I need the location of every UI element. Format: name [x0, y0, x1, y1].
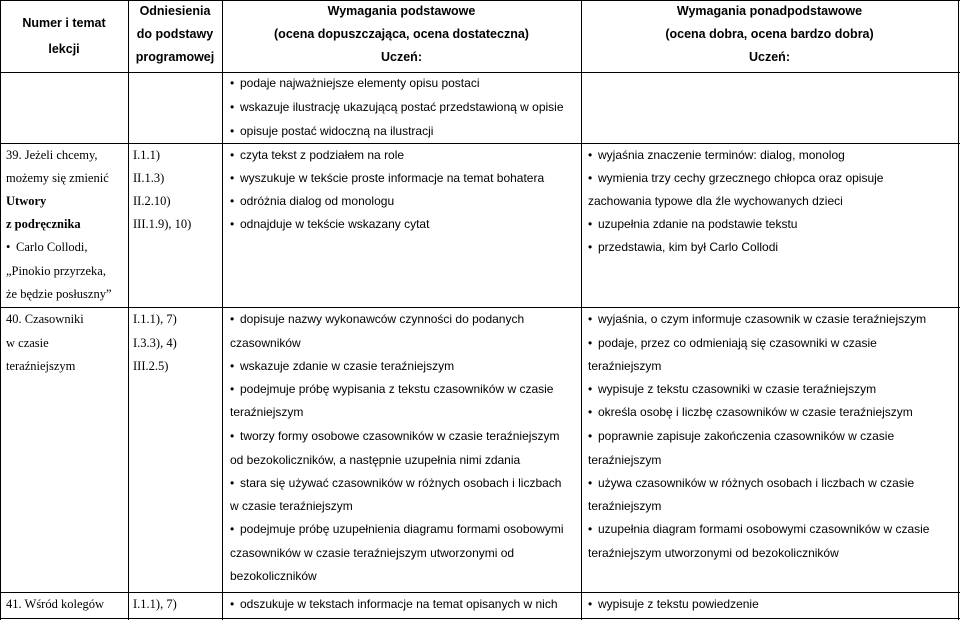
lesson-39-title: 39. Jeżeli chcemy,: [6, 148, 98, 162]
list-item: • wyjaśnia znaczenie terminów: dialog, monolog: [588, 144, 845, 167]
list-item: • określa osobę i liczbę czasowników w czasie teraźniejszym: [588, 401, 913, 424]
curriculum-ref: I.1.1), 7): [133, 597, 177, 611]
list-item: • wskazuje ilustrację ukazującą postać przedstawioną w opisie: [230, 96, 564, 119]
list-item: • opisuje postać widoczną na ilustracji: [230, 120, 433, 143]
list-item: • czyta tekst z podziałem na role: [230, 144, 404, 167]
list-item-continuation: czasowników: [230, 336, 301, 350]
list-item: • tworzy formy osobowe czasowników w czasie teraźniejszym: [230, 425, 559, 448]
header-basic-requirements: Wymagania podstawowe (ocena dopuszczająca, ocena dostateczna) Uczeń:: [274, 4, 529, 64]
lesson-39-section: z podręcznika: [6, 217, 81, 231]
list-item-continuation: zachowania typowe dla źle wychowanych dzieci: [588, 194, 843, 208]
list-item-continuation: od bezokoliczników, a następnie uzupełnia nimi zdania: [230, 453, 521, 467]
lesson-40-title: 40. Czasowniki: [6, 312, 84, 326]
lesson-39-text: • Carlo Collodi,: [6, 236, 88, 259]
list-item: • odróżnia dialog od monologu: [230, 190, 394, 213]
column-divider-2: [222, 0, 223, 620]
list-item: • stara się używać czasowników w różnych osobach i liczbach: [230, 472, 561, 495]
list-item-continuation: teraźniejszym: [588, 499, 662, 513]
list-item: • uzupełnia zdanie na podstawie tekstu: [588, 213, 797, 236]
list-item-continuation: czasowników w czasie teraźniejszym utworzonymi od: [230, 546, 515, 560]
list-item: • uzupełnia diagram formami osobowymi czasowników w czasie: [588, 518, 929, 541]
table-border-left: [0, 0, 1, 620]
header-lesson: Numer i temat lekcji: [22, 16, 106, 56]
list-item: • podaje najważniejsze elementy opisu postaci: [230, 72, 479, 95]
header-curriculum-ref: Odniesienia do podstawy programowej: [135, 4, 215, 64]
table-border-bottom: [0, 618, 960, 619]
curriculum-ref: I.1.1), 7): [133, 312, 177, 326]
list-item: • wyszukuje w tekście proste informacje na temat bohatera: [230, 167, 544, 190]
list-item: • wypisuje z tekstu powiedzenie: [588, 593, 759, 616]
lesson-39-text: „Pinokio przyrzeka,: [6, 264, 106, 278]
curriculum-ref: III.1.9), 10): [133, 217, 192, 231]
curriculum-ref: I.1.1): [133, 148, 161, 162]
column-divider-1: [128, 0, 129, 620]
list-item: • poprawnie zapisuje zakończenia czasowników w czasie: [588, 425, 894, 448]
list-item: • odnajduje w tekście wskazany cytat: [230, 213, 429, 236]
list-item: • podejmuje próbę uzupełnienia diagramu formami osobowymi: [230, 518, 564, 541]
curriculum-ref: II.2.10): [133, 194, 171, 208]
table-border-right: [958, 0, 959, 620]
list-item: • wymienia trzy cechy grzecznego chłopca oraz opisuje: [588, 167, 883, 190]
list-item: • wyjaśnia, o czym informuje czasownik w czasie teraźniejszym: [588, 308, 926, 331]
list-item: • wypisuje z tekstu czasowniki w czasie teraźniejszym: [588, 378, 876, 401]
column-divider-3: [581, 0, 582, 620]
list-item: • odszukuje w tekstach informacje na temat opisanych w nich: [230, 593, 558, 616]
list-item-continuation: teraźniejszym utworzonymi od bezokoliczników: [588, 546, 839, 560]
curriculum-ref: III.2.5): [133, 359, 169, 373]
lesson-40-title: teraźniejszym: [6, 359, 76, 373]
list-item: • wskazuje zdanie w czasie teraźniejszym: [230, 355, 454, 378]
list-item-continuation: teraźniejszym: [230, 405, 304, 419]
lesson-41-title: 41. Wśród kolegów: [6, 597, 105, 611]
list-item: • podaje, przez co odmieniają się czasowniki w czasie: [588, 332, 877, 355]
list-item: • używa czasowników w różnych osobach i liczbach w czasie: [588, 472, 914, 495]
list-item-continuation: bezokoliczników: [230, 569, 317, 583]
list-item: • przedstawia, kim był Carlo Collodi: [588, 236, 778, 259]
list-item-continuation: teraźniejszym: [588, 453, 662, 467]
list-item: • dopisuje nazwy wykonawców czynności do podanych: [230, 308, 524, 331]
header-divider: [0, 72, 960, 73]
curriculum-ref: II.1.3): [133, 171, 165, 185]
lesson-39-title: możemy się zmienić: [6, 171, 109, 185]
list-item-continuation: teraźniejszym: [588, 359, 662, 373]
curriculum-ref: I.3.3), 4): [133, 336, 177, 350]
list-item-continuation: w czasie teraźniejszym: [230, 499, 353, 513]
header-advanced-requirements: Wymagania ponadpodstawowe (ocena dobra, ocena bardzo dobra) Uczeń:: [665, 4, 874, 64]
lesson-39-section: Utwory: [6, 194, 47, 208]
lesson-39-text: że będzie posłuszny”: [6, 287, 112, 301]
lesson-40-title: w czasie: [6, 336, 49, 350]
list-item: • podejmuje próbę wypisania z tekstu czasowników w czasie: [230, 378, 553, 401]
